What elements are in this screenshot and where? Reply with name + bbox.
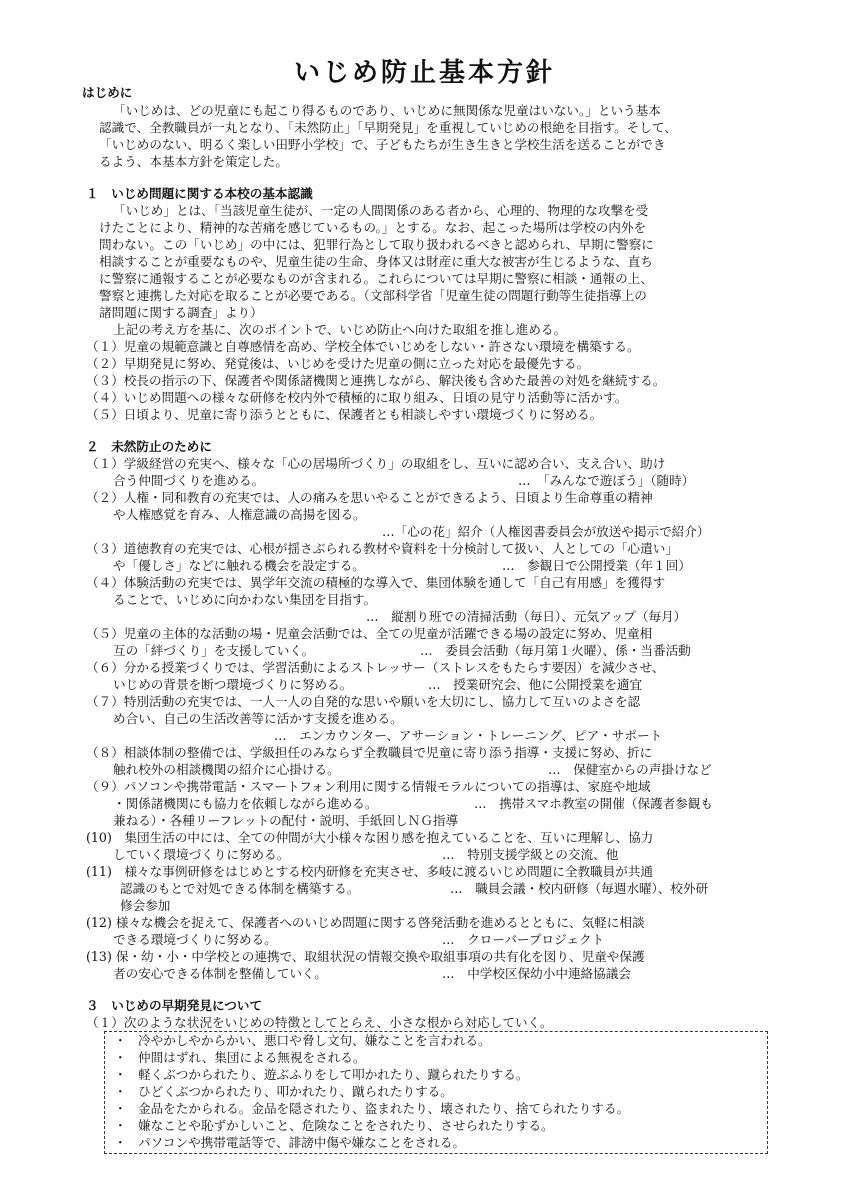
section2-line: （７）特別活動の充実では、一人一人の自発的な思いや願いを大切にし、協力して互いのよさを認 (86, 694, 641, 709)
section2-line: （１）学級経営の充実へ、様々な「心の居場所づくり」の取組をし、互いに認め合い、支え合い、助け (86, 456, 666, 471)
list-item: 軽くぶつかられたり、遊ぶふりをして叩かれたり、蹴られたりする。 (138, 1067, 529, 1082)
bullet-icon: ・ (114, 1118, 127, 1133)
section2-line: (13) 保・幼・小・中学校との連携で、取組状況の情報交換や取組事項の共有化を図り、児童や保護 (86, 949, 645, 964)
section1-point: （４）いじめ問題への様々な研修を校内外で積極的に取り組み、日頃の見守り活動等に活かす。 (86, 390, 628, 405)
section2-activity: … 「みんなで遊ぼう」（随時） (518, 473, 695, 488)
section2-line: 合う仲間づくりを進める。 (113, 473, 265, 488)
section2-line: 認識のもとで対処できる体制を構築する。 (120, 881, 360, 896)
section2-activity: 修会参加 (120, 898, 171, 913)
section2-line: （３）道徳教育の充実では、心根が揺さぶられる教材や資料を十分検討して扱い、人としての「心遣い」 (86, 541, 678, 556)
section2-activity: … 携帯スマホ教室の開催（保護者参観も (474, 796, 714, 811)
page-title: いじめ防止基本方針 (293, 58, 555, 88)
list-item: ひどくぶつかられたり、叩かれたり、蹴られたりする。 (138, 1084, 453, 1099)
section2-activity: … 委員会活動（毎月第１火曜）、係・当番活動 (420, 643, 691, 658)
section2-line: （４）体験活動の充実では、異学年交流の積極的な導入で、集団体験を通して「自己有用感」を獲得す (86, 575, 666, 590)
section2-activity: … 特別支援学級との交流、他 (442, 847, 619, 862)
section2-line: （５）児童の主体的な活動の場・児童会活動では、全ての児童が活躍できる場の設定に努め、児童相 (86, 626, 653, 641)
section2-heading: ２ 未然防止のために (86, 439, 212, 454)
list-item: 仲間はずれ、集団による無視をされる。 (138, 1050, 366, 1065)
section1-line: 諸問題に関する調査」より） (99, 305, 263, 320)
intro-line: 認識で、全教職員が一丸となり、「未然防止」「早期発見」を重視していじめの根絶を目指す。そして、 (99, 120, 677, 135)
section2-activity: … 縦割り班での清掃活動（毎日）、元気アップ（毎月） (366, 609, 687, 624)
intro-line: 「いじめは、どの児童にも起こり得るものであり、いじめに無関係な児童はいない。」という基本 (113, 103, 661, 118)
section2-line: 互の「絆づくり」を支援していく。 (113, 643, 315, 658)
section2-line: いじめの背景を断つ環境づくりに努める。 (113, 677, 353, 692)
section2-line: (12) 様々な機会を捉えて、保護者へのいじめ問題に関する啓発活動を進めるとともに、気軽に相談 (86, 915, 645, 930)
section2-activity: 兼ねる）・各種リーフレットの配付・説明、手紙回しＮＧ指導 (113, 813, 459, 828)
intro-heading: はじめに (82, 85, 133, 100)
section1-line: 警察と連携した対応を取ることが必要である。（文部科学省「児童生徒の問題行動等生徒指導上の (99, 288, 647, 303)
list-item: 金品をたかられる。金品を隠されたり、盗まれたり、壊されたり、捨てられたりする。 (138, 1101, 630, 1116)
section2-activity: … クローバープロジェクト (442, 932, 605, 947)
list-item: パソコンや携帯電話等で、誹謗中傷や嫌なことをされる。 (138, 1135, 465, 1150)
section1-line: に警察に通報することが必要なものが含まれる。これらについては早期に警察に相談・通報の上、 (99, 271, 653, 286)
bullet-icon: ・ (114, 1101, 127, 1116)
section2-line: 者の安心できる体制を整備していく。 (113, 966, 327, 981)
section2-activity: … 参観日で公開授業（年１回） (502, 558, 691, 573)
section2-line: （９）パソコンや携帯電話・スマートフォン利用に関する情報モラルについての指導は、家庭や地域 (86, 779, 651, 794)
section1-point: （５）日頃より、児童に寄り添うとともに、保護者とも相談しやすい環境づくりに努める。 (86, 407, 603, 422)
section3-heading: ３ いじめの早期発見について (86, 998, 263, 1013)
section2-line: できる環境づくりに努める。 (113, 932, 277, 947)
section2-line: (11) 様々な事例研修をはじめとする校内研修を充実させ、多岐に渡るいじめ問題に全教職員が共通 (86, 864, 654, 879)
bullet-icon: ・ (114, 1067, 127, 1082)
section2-activity: … 保健室からの声掛けなど (548, 762, 712, 777)
section2-line: していく環境づくりに努める。 (113, 847, 290, 862)
intro-line: 「いじめのない、明るく楽しい田野小学校」で、子どもたちが生き生きと学校生活を送ることができ (99, 137, 666, 152)
section2-activity: …「心の花」紹介（人権図書委員会が放送や掲示で紹介） (382, 524, 710, 539)
section1-line: 相談することが重要なものや、児童生徒の生命、身体又は財産に重大な被害が生じるような、直ち (99, 254, 653, 269)
section1-line: けたことにより、精神的な苦痛を感じているもの。」とする。なお、起こった場所は学校の内外を (99, 220, 647, 235)
section1-line: 「いじめ」とは、「当該児童生徒が、一定の人間関係のある者から、心理的、物理的な攻撃を受 (113, 203, 649, 218)
intro-line: るよう、本基本方針を策定した。 (99, 154, 288, 169)
section2-line: ることで、いじめに向かわない集団を目指す。 (113, 592, 377, 607)
section1-point: （３）校長の指示の下、保護者や関係諸機関と連携しながら、解決後も含めた最善の対処を継続する。 (86, 373, 666, 388)
section2-activity: … 中学校区保幼小中連絡協議会 (442, 966, 631, 981)
section2-line: （２）人権・同和教育の充実では、人の痛みを思いやることができるよう、日頃より生命尊重の精神 (86, 490, 653, 505)
section2-line: 触れ校外の相談機関の紹介に心掛ける。 (113, 762, 340, 777)
section2-line: や「優しさ」などに触れる機会を設定する。 (113, 558, 365, 573)
bullet-icon: ・ (114, 1050, 127, 1065)
section1-heading: １ いじめ問題に関する本校の基本認識 (86, 186, 313, 201)
list-item: 嫌なことや恥ずかしいこと、危険なことをされたり、させられたりする。 (138, 1118, 554, 1133)
section2-line: め合い、自己の生活改善等に活かす支援を進める。 (113, 711, 403, 726)
section1-line: 上記の考え方を基に、次のポイントで、いじめ防止へ向けた取組を推し進める。 (113, 322, 567, 337)
section1-line: 問わない。この「いじめ」の中には、犯罪行為として取り扱われるべきと認められ、早期に警察に (99, 237, 654, 252)
section2-activity: … 職員会議・校内研修（毎週水曜）、校外研 (450, 881, 709, 896)
section2-line: ・関係諸機関にも協力を依頼しながら進める。 (113, 796, 378, 811)
bullet-icon: ・ (114, 1033, 127, 1048)
section2-activity: … 授業研究会、他に公開授業を適宜 (428, 677, 643, 692)
section3-lead: （１）次のような状況をいじめの特徴としてとらえ、小さな根から対応していく。 (86, 1015, 553, 1030)
section1-point: （２）早期発見に努め、発覚後は、いじめを受けた児童の側に立った対応を最優先する。 (86, 356, 590, 371)
bullet-icon: ・ (114, 1084, 127, 1099)
bullet-icon: ・ (114, 1135, 127, 1150)
section2-line: （８）相談体制の整備では、学級担任のみならず全教職員で児童に寄り添う指導・支援に努め、折に (86, 745, 653, 760)
section2-activity: … エンカウンター、アサーション・トレーニング、ピア・サポート (274, 728, 663, 743)
section2-line: (10) 集団生活の中には、全ての仲間が大小様々な困り感を抱えていることを、互いに理解し、協力 (86, 830, 654, 845)
list-item: 冷やかしやからかい、悪口や脅し文句、嫌なことを言われる。 (138, 1033, 491, 1048)
section2-line: や人権感覚を育み、人権意識の高揚を図る。 (113, 507, 366, 522)
section1-point: （１）児童の規範意識と自尊感情を高め、学校全体でいじめをしない・許さない環境を構築する。 (86, 339, 640, 354)
section2-line: （６）分かる授業づくりでは、学習活動によるストレッサー（ストレスをもたらす要因）を減少させ、 (86, 660, 665, 675)
